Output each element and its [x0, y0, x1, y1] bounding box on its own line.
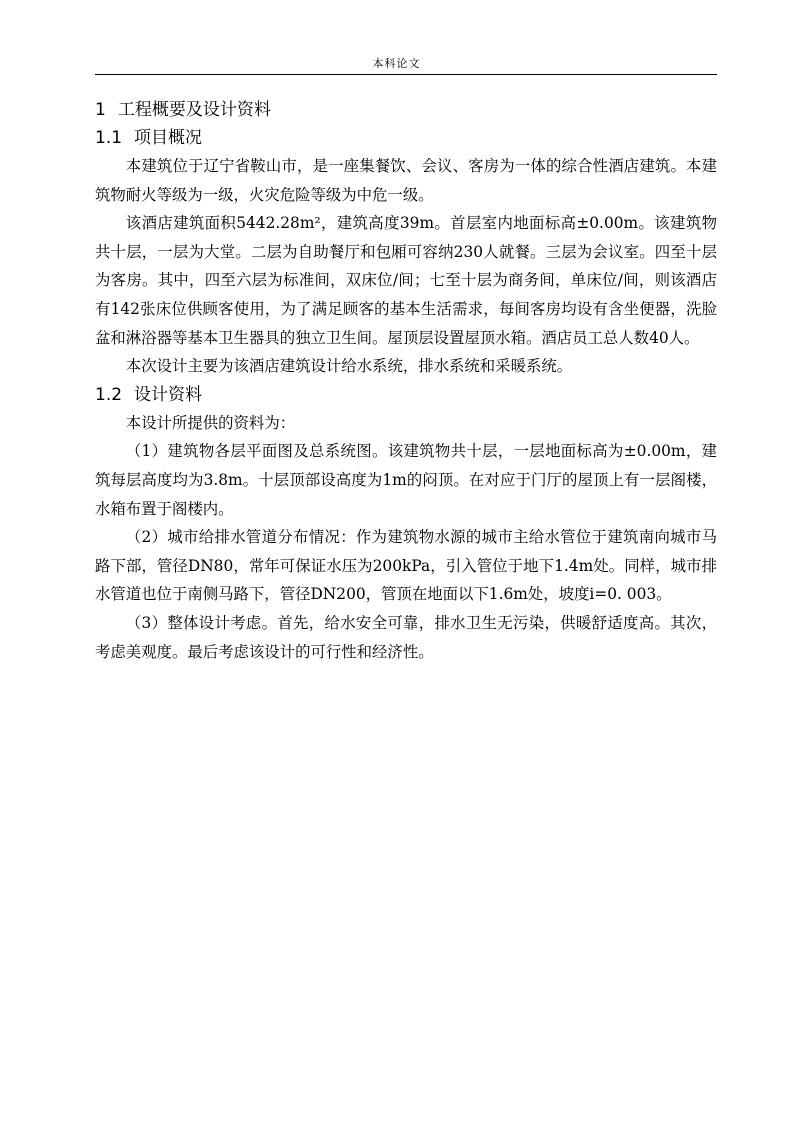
section-title: 项目概况 [134, 128, 203, 148]
section-heading [95, 381, 717, 409]
paragraph: 该酒店建筑面积5442.28m²，建筑高度39m。首层室内地面标高±0.00m。该建筑物共十层，一层为大堂。二层为自助餐厅和包厢可容纳230人就餐。三层为会议室。四至十层为客房。其中，四至六层为标准间，双床位/间；七至十层为商务间，单床位/间，则该酒店有142张床位供顾客使用，为了满足顾客的基本生活需求，每间客房均设有含坐便器，洗脸盆和淋浴器等基本卫生器具的独立卫生间。屋顶层设置屋顶水箱。酒店员工总人数40人。 [95, 214, 717, 347]
list-item: （3）整体设计考虑。首先，给水安全可靠，排水卫生无污染，供暖舒适度高。其次，考虑美观度。最后考虑该设计的可行性和经济性。 [95, 613, 717, 661]
list-item: （1）建筑物各层平面图及总系统图。该建筑物共十层，一层地面标高为±0.00m，建筑每层高度均为3.8m。十层顶部设高度为1m的闷顶。在对应于门厅的屋顶上有一层阁楼，水箱布置于阁楼内。 [95, 442, 717, 518]
header-divider [95, 74, 717, 75]
section-number: 1.1 [95, 128, 123, 148]
chapter-title: 工程概要及设计资料 [117, 100, 271, 120]
section-number: 1.2 [95, 384, 123, 405]
chapter-heading [95, 96, 717, 124]
paragraph: 本建筑位于辽宁省鞍山市，是一座集餐饮、会议、客房为一体的综合性酒店建筑。本建筑物耐火等级为一级，火灾危险等级为中危一级。 [95, 157, 717, 204]
paragraph: 本设计所提供的资料为： [125, 413, 296, 432]
page-content [95, 96, 717, 666]
list-item: （2）城市给排水管道分布情况：作为建筑物水源的城市主给水管位于建筑南向城市马路下部，管径DN80，常年可保证水压为200kPa，引入管位于地下1.4m处。同样，城市排水管道也位于南侧马路下，管径DN200，管顶在地面以下1.6m处，坡度i=0. 003。 [95, 528, 717, 604]
section-heading [95, 124, 717, 152]
chapter-number: 1 [95, 100, 106, 120]
page-header: 本科论文 [372, 57, 421, 70]
paragraph: 本次设计主要为该酒店建筑设计给水系统，排水系统和采暖系统。 [125, 357, 573, 376]
section-title: 设计资料 [134, 384, 203, 405]
